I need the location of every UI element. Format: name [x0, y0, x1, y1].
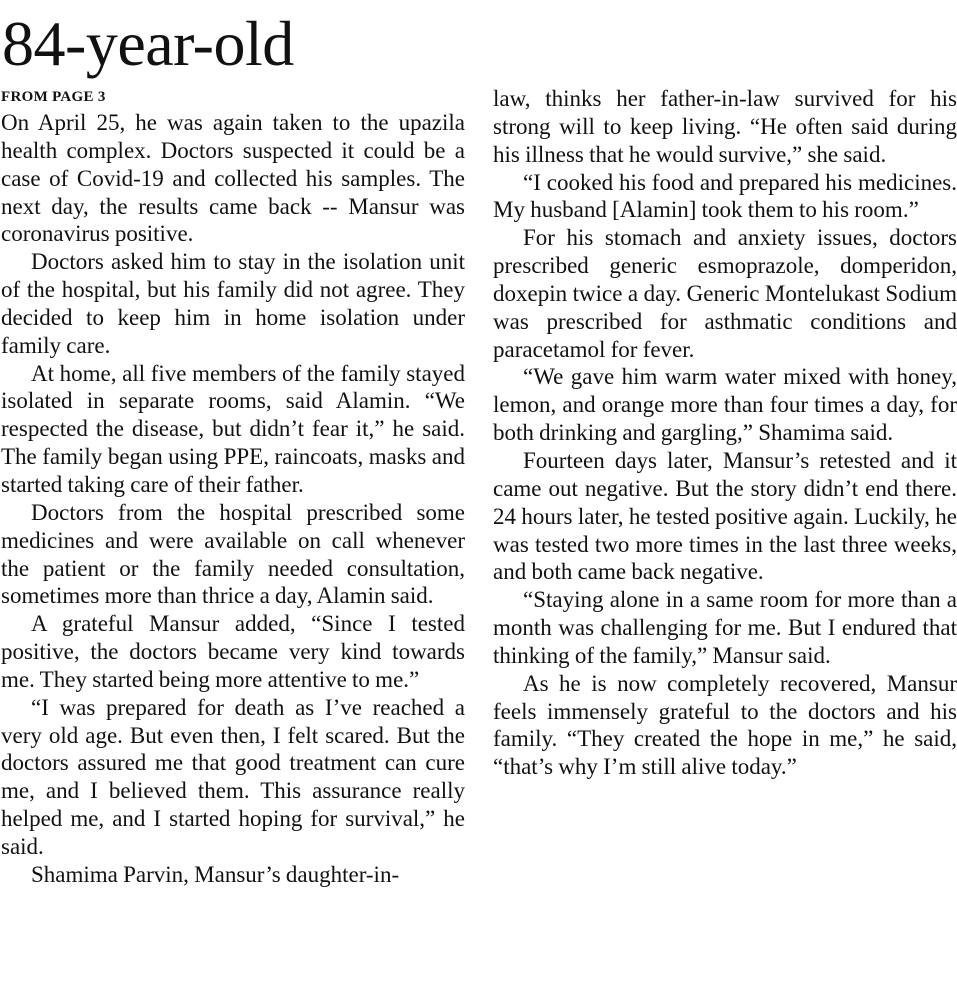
- paragraph: At home, all five members of the family stayed isolated in separate rooms, said Alamin. “We respected the disease, but didn’t fear it,” he said. The family began using PPE, raincoats, masks and started taking care of their father.: [1, 360, 465, 497]
- paragraph: law, thinks her father-in-law survived for his strong will to keep living. “He often said during his illness that he would survive,” she said.: [493, 86, 957, 167]
- paragraph: “Staying alone in a same room for more than a month was challenging for me. But I endured that thinking of the family,” Mansur said.: [493, 587, 957, 668]
- paragraph: Fourteen days later, Mansur’s retested and it came out negative. But the story didn’t end there. 24 hours later, he tested positive again. Luckily, he was tested two more times in the last three weeks, and both came back negative.: [493, 447, 957, 585]
- paragraph: Doctors asked him to stay in the isolation unit of the hospital, but his family did not agree. They decided to keep him in home isolation under family care.: [1, 249, 465, 358]
- paragraph: For his stomach and anxiety issues, doctors prescribed generic esmoprazole, domperidon, doxepin twice a day. Generic Montelukast Sodium was prescribed for asthmatic conditions and paracetamol for fever.: [493, 225, 957, 362]
- paragraph: “I was prepared for death as I’ve reached a very old age. But even then, I felt scared. But the doctors assured me that good treatment can cure me, and I believed them. This assurance really helped me, and I started hoping for survival,” he said.: [1, 694, 465, 859]
- right-column: [493, 85, 957, 781]
- paragraph: “We gave him warm water mixed with honey, lemon, and orange more than four times a day, for both drinking and gargling,” Shamima said.: [493, 364, 957, 446]
- paragraph: On April 25, he was again taken to the upazila health complex. Doctors suspected it could be a case of Covid-19 and collected his samples. The next day, the results came back -- Mansur was coronavirus positive.: [1, 110, 465, 247]
- paragraph: Shamima Parvin, Mansur’s daughter-in-: [31, 861, 400, 887]
- paragraph: “I cooked his food and prepared his medicines. My husband [Alamin] took them to his room.”: [493, 169, 957, 223]
- headline: 84-year-old: [2, 8, 294, 79]
- left-column: [1, 109, 465, 889]
- paragraph: Doctors from the hospital prescribed some medicines and were available on call whenever the patient or the family needed consultation, sometimes more than thrice a day, Alamin said.: [1, 499, 465, 609]
- paragraph: As he is now completely recovered, Mansur feels immensely grateful to the doctors and his family. “They created the hope in me,” he said, “that’s why I’m still alive today.”: [493, 670, 957, 780]
- paragraph: A grateful Mansur added, “Since I tested positive, the doctors became very kind towards me. They started being more attentive to me.”: [1, 611, 465, 692]
- jump-label: FROM PAGE 3: [1, 89, 106, 105]
